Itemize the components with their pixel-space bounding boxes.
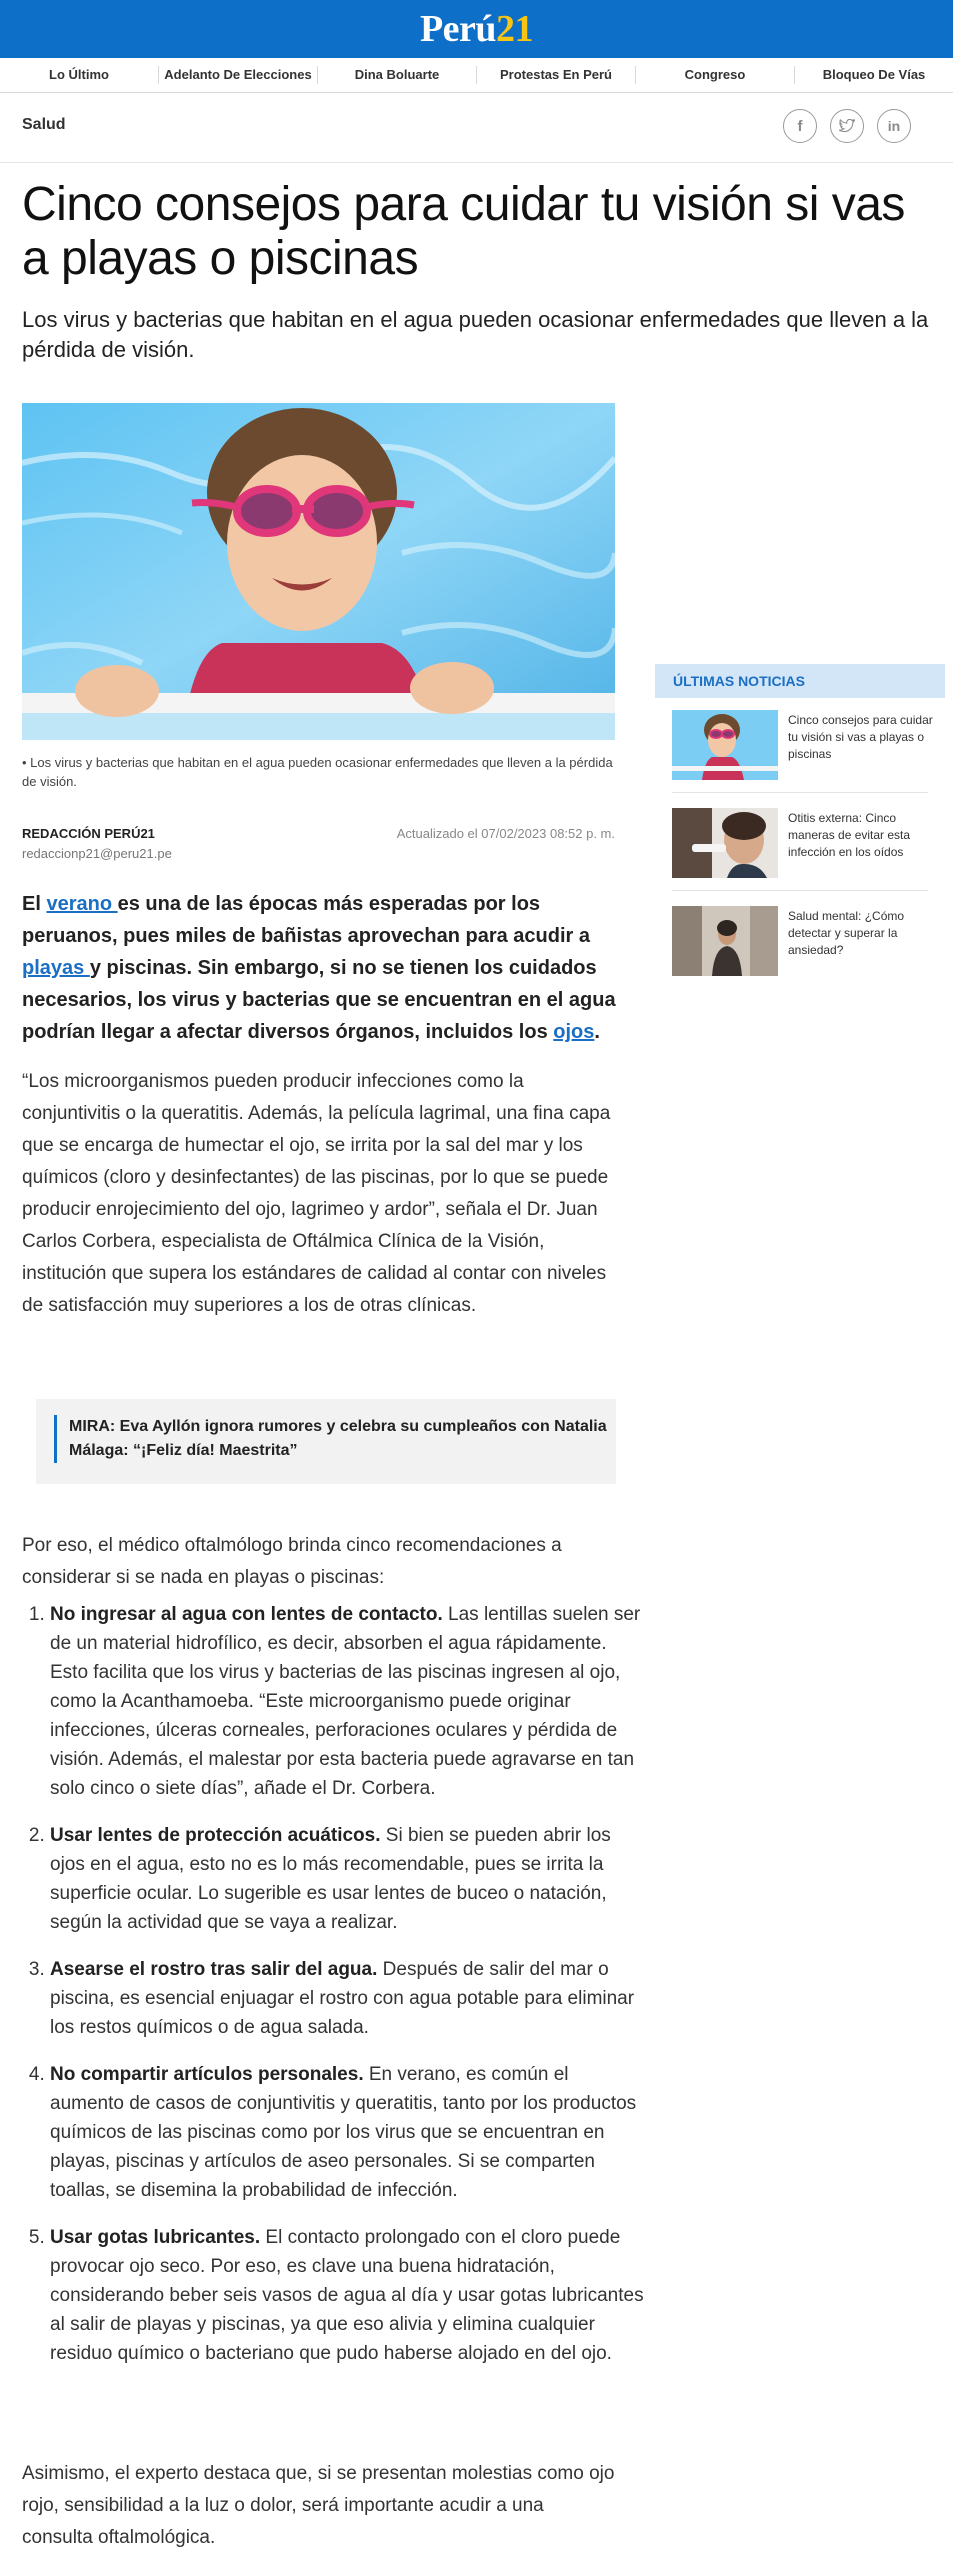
logo-number: 21 — [496, 8, 534, 50]
link-playas[interactable]: playas — [22, 957, 90, 979]
sidebar-news-item[interactable] — [672, 710, 942, 782]
tip-heading: Usar lentes de protección acuáticos. — [50, 1825, 381, 1846]
anxiety-thumbnail — [672, 906, 778, 976]
site-header — [0, 0, 953, 58]
section-bar — [0, 92, 953, 163]
list-item — [50, 2223, 645, 2368]
sidebar-divider — [672, 792, 928, 793]
lead-text: . — [594, 1021, 600, 1043]
tip-heading: No ingresar al agua con lentes de contacto. — [50, 1604, 443, 1625]
tip-text: En verano, es común el aumento de casos de conjuntivitis y queratitis, tanto por los productos químicos de las piscinas como por los virus que se encuentran en playas, piscinas y artículos de aseo personales. Si se comparten toallas, se disemina la probabilidad de infección. — [50, 2064, 637, 2201]
sidebar-heading-label: ÚLTIMAS NOTICIAS — [673, 673, 805, 689]
tip-text: El contacto prolongado con el cloro puede provocar ojo seco. Por eso, es clave una buena hidratación, considerando beber seis vasos de agua al día y usar gotas lubricantes al salir de playas y piscinas, ya que eso alivia y elimina cualquier residuo químico o bacteriano que pudo haberse alojado en del ojo. — [50, 2227, 644, 2364]
article-title: Cinco consejos para cuidar tu visión si vas a playas o piscinas — [22, 178, 905, 285]
article-subtitle: Los virus y bacterias que habitan en el agua pueden ocasionar enfermedades que lleven a la pérdida de visión. — [22, 307, 929, 362]
sidebar-divider — [672, 890, 928, 891]
lead-text: El — [22, 893, 47, 915]
lead-text: y piscinas. Sin embargo, si no se tienen los cuidados necesarios, los virus y bacterias que se encuentran en el agua podrían llegar a afectar diversos órganos, incluidos los — [22, 957, 616, 1043]
girl-pool-photo — [22, 403, 615, 740]
body-paragraph-quote: “Los microorganismos pueden producir infecciones como la conjuntivitis o la queratitis. Además, la película lagrimal, una fina capa que se encarga de humectar el ojo, se irrita por la sal del mar y los químicos (cloro y desinfectantes) de las piscinas, por lo que se puede producir enrojecimiento del ojo, lagrimeo y ardor”, señala el Dr. Juan Carlos Corbera, especialista de Oftálmica Clínica de la Visión, institución que supera los estándares de calidad al contar con niveles de satisfacción muy superiores a los de otras clínicas. — [22, 1071, 611, 1316]
list-item — [50, 1955, 645, 2042]
lead-text: es una de las épocas más esperadas por los peruanos, pues miles de bañistas aprovechan para acudir a — [22, 893, 590, 947]
body-paragraph-intro: Por eso, el médico oftalmólogo brinda cinco recomendaciones a considerar si se nada en playas o piscinas: — [22, 1535, 562, 1588]
hero-image[interactable] — [22, 403, 615, 740]
nav-item-protestas[interactable]: Protestas En Perú — [477, 66, 636, 84]
news-thumbnail[interactable] — [672, 808, 778, 878]
tip-heading: Asearse el rostro tras salir del agua. — [50, 1959, 378, 1980]
linkedin-share-button[interactable] — [877, 109, 911, 143]
list-item — [50, 1821, 645, 1937]
nav-item-congreso[interactable]: Congreso — [636, 66, 795, 84]
nav-item-lo-ultimo[interactable]: Lo Último — [0, 66, 159, 84]
twitter-share-button[interactable] — [830, 109, 864, 143]
tip-text: Después de salir del mar o piscina, es esencial enjuagar el rostro con agua potable para eliminar los restos químicos o de agua salada. — [50, 1959, 635, 2038]
tip-text: Si bien se pueden abrir los ojos en el agua, esto no es lo más recomendable, pues se irrita la superficie ocular. Lo sugerible es usar lentes de buceo o natación, según la actividad que se vaya a realizar. — [50, 1825, 611, 1933]
related-article-link[interactable]: MIRA: Eva Ayllón ignora rumores y celebra su cumpleaños con Natalia Málaga: “¡Feliz día! Maestrita” — [54, 1415, 609, 1463]
facebook-share-button[interactable] — [783, 109, 817, 143]
nav-item-adelanto-elecciones[interactable]: Adelanto De Elecciones — [159, 66, 318, 84]
news-title[interactable]: Cinco consejos para cuidar tu visión si vas a playas o piscinas — [788, 713, 933, 761]
hero-caption: • Los virus y bacterias que habitan en el agua pueden ocasionar enfermedades que lleven a la pérdida de visión. — [22, 755, 613, 789]
list-item — [50, 1600, 645, 1803]
ear-exam-thumbnail — [672, 808, 778, 878]
nav-item-bloqueo-vias[interactable]: Bloqueo De Vías — [822, 67, 926, 82]
site-logo[interactable] — [420, 7, 533, 51]
sidebar-news-item[interactable] — [672, 906, 942, 978]
facebook-icon: f — [797, 117, 803, 135]
tip-heading: Usar gotas lubricantes. — [50, 2227, 261, 2248]
sidebar-news-item[interactable] — [672, 808, 942, 880]
section-label[interactable]: Salud — [22, 116, 66, 133]
top-nav — [0, 58, 953, 93]
sidebar-heading — [655, 664, 945, 698]
linkedin-icon: in — [887, 118, 901, 134]
tip-text: Las lentillas suelen ser de un material hidrofílico, es decir, absorben el agua rápidamente. Esto facilita que los virus y bacterias de las piscinas ingresen al ojo, como la Acanthamoeba. “Este microorganismo puede originar infecciones, úlceras corneales, perforaciones oculares y pérdida de visión. Además, el malestar por esta bacteria puede agravarse en tan solo cinco o siete días”, añade el Dr. Corbera. — [50, 1604, 641, 1799]
link-ojos[interactable]: ojos — [553, 1021, 595, 1043]
link-verano[interactable]: verano — [46, 893, 118, 915]
body-paragraph-closing: Asimismo, el experto destaca que, si se presentan molestias como ojo rojo, sensibilidad a la luz o dolor, será importante acudir a una consulta oftalmológica. — [22, 2463, 615, 2548]
author-name[interactable]: REDACCIÓN PERÚ21 — [22, 826, 155, 841]
news-title[interactable]: Salud mental: ¿Cómo detectar y superar la ansiedad? — [788, 909, 905, 957]
news-title[interactable]: Otitis externa: Cinco maneras de evitar esta infección en los oídos — [788, 811, 911, 859]
updated-timestamp: Actualizado el 07/02/2023 08:52 p. m. — [396, 826, 615, 841]
logo-text: Perú — [419, 8, 497, 50]
lead-paragraph — [22, 888, 617, 1048]
girl-pool-thumbnail — [672, 710, 778, 780]
tip-heading: No compartir artículos personales. — [50, 2064, 364, 2085]
nav-item-dina-boluarte[interactable]: Dina Boluarte — [318, 66, 477, 84]
tips-list — [22, 1600, 645, 2386]
list-item — [50, 2060, 645, 2205]
news-thumbnail[interactable] — [672, 710, 778, 780]
related-article-box[interactable] — [36, 1399, 616, 1484]
news-thumbnail[interactable] — [672, 906, 778, 976]
author-email[interactable]: redaccionp21@peru21.pe — [22, 846, 172, 861]
twitter-icon — [839, 119, 855, 133]
